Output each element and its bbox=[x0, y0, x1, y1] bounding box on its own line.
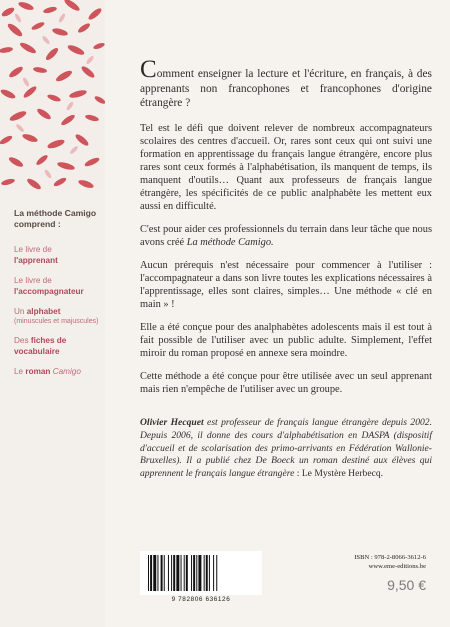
barcode-bar bbox=[204, 555, 205, 591]
barcode-bar bbox=[164, 555, 165, 591]
paragraph-prerequisites: Aucun prérequis n'est nécessaire pour commencer à l'utiliser : l'accompagnateur a dans son livre toutes les explications nécessaires à l'apprentissage, elles sont claires, simples… Une méthode « clé en main » ! bbox=[140, 259, 432, 310]
method-title: La méthode Camigo. bbox=[186, 236, 274, 248]
barcode-bar bbox=[150, 555, 152, 591]
sidebar-item-pre: Le livre de bbox=[14, 276, 52, 285]
sidebar-item-note: (minuscules et majuscules) bbox=[14, 317, 99, 325]
sidebar-item-strong: roman bbox=[25, 367, 51, 376]
sidebar-item-pre: Le bbox=[14, 367, 24, 376]
barcode-bar bbox=[148, 555, 149, 591]
paragraph-challenge: Tel est le défi que doivent relever de nombreux accompagnateurs scolaires des centres d'accueil. Or, rares sont ceux qui ont suivi une formation en apprentissage du français langue étrangère, encore plus rares sont ceux formés à l'alphabétisation, ils manquent de temps, ils manquent d'outils… Quant aux professeurs de français langue étrangère, les spécificités de ce public analphabète les mettent eux aussi en difficulté. bbox=[140, 122, 432, 212]
barcode-bar bbox=[161, 555, 163, 591]
intro-text: omment enseigner la lecture et l'écriture, en français, à des apprenants non francophones et francophones d'origine étrangère ? bbox=[140, 68, 432, 109]
barcode-bar bbox=[198, 555, 201, 591]
author-bio-text: est professeur de français langue étrangère depuis 2002. Depuis 2006, il donne des cours d'alphabétisation en DASPA (dispositif d'accueil et de scolarisation des primo-arrivants en Fédération Wallonie-Bruxelles). Il a publié chez De Boeck un roman destiné aux élèves qui apprennent le français langue étrangère bbox=[140, 417, 433, 480]
sidebar-item-title: Camigo bbox=[52, 367, 81, 376]
barcode bbox=[140, 551, 262, 595]
price: 9,50 € bbox=[387, 577, 426, 593]
sidebar-list bbox=[14, 245, 106, 388]
sidebar-item-pre: Des bbox=[14, 336, 29, 345]
floral-artwork bbox=[0, 0, 105, 190]
isbn-text: ISBN : 978-2-8066-3612-6 bbox=[354, 554, 426, 561]
barcode-bar bbox=[168, 555, 169, 591]
sidebar bbox=[0, 0, 105, 627]
author-book: : Le Mystère Herbecq. bbox=[294, 468, 384, 480]
barcode-bar bbox=[196, 555, 197, 591]
barcode-bar bbox=[181, 555, 182, 591]
barcode-bar bbox=[153, 555, 156, 591]
barcode-number: 9 782806 636126 bbox=[171, 596, 231, 603]
intro-paragraph bbox=[140, 56, 432, 111]
main-text bbox=[140, 56, 432, 406]
sidebar-item-vocab-cards bbox=[14, 336, 106, 357]
author-name: Olivier Hecquet bbox=[140, 417, 204, 428]
sidebar-item-strong: alphabet bbox=[26, 307, 61, 316]
sidebar-item-pre: Le livre de bbox=[14, 245, 52, 254]
barcode-bar bbox=[176, 555, 179, 591]
author-bio bbox=[140, 417, 432, 481]
barcode-bar bbox=[186, 555, 188, 591]
sidebar-item-strong: l'accompagnateur bbox=[14, 286, 84, 296]
barcode-bar bbox=[209, 555, 210, 591]
paragraph-audience: Elle a été conçue pour des analphabètes adolescents mais il est tout à fait possible de l'utiliser avec un public adulte. Simplement, l'effet miroir du roman proposé en annexe sera moindre. bbox=[140, 321, 432, 359]
paragraph-usage: Cette méthode a été conçue pour être utilisée avec un seul apprenant mais rien n'empêche de l'utiliser avec un groupe. bbox=[140, 370, 432, 395]
sidebar-item-alphabet bbox=[14, 307, 106, 326]
drop-cap: C bbox=[140, 56, 157, 83]
sidebar-item-strong: l'apprenant bbox=[14, 255, 58, 265]
barcode-bar bbox=[184, 555, 185, 591]
isbn-block bbox=[300, 554, 426, 571]
barcode-bar bbox=[193, 555, 195, 591]
sidebar-item-tutor-book bbox=[14, 276, 106, 297]
paragraph-purpose bbox=[140, 223, 432, 249]
barcode-bar bbox=[216, 555, 217, 591]
barcode-bar bbox=[191, 555, 192, 591]
barcode-bar bbox=[206, 555, 208, 591]
sidebar-item-novel bbox=[14, 367, 106, 378]
sidebar-item-strong: fiches de vocabulaire bbox=[14, 336, 67, 356]
barcode-bar bbox=[213, 555, 214, 591]
website-text: www.eme-editions.be bbox=[368, 562, 426, 570]
sidebar-heading: La méthode Camigo comprend : bbox=[14, 208, 97, 229]
barcode-bar bbox=[173, 555, 175, 591]
sidebar-item-learner-book bbox=[14, 245, 106, 266]
barcode-bar bbox=[157, 555, 158, 591]
barcode-bar bbox=[171, 555, 172, 591]
purpose-text: C'est pour aider ces professionnels du terrain dans leur tâche que nous avons créé bbox=[140, 223, 432, 248]
sidebar-item-pre: Un bbox=[14, 307, 25, 316]
